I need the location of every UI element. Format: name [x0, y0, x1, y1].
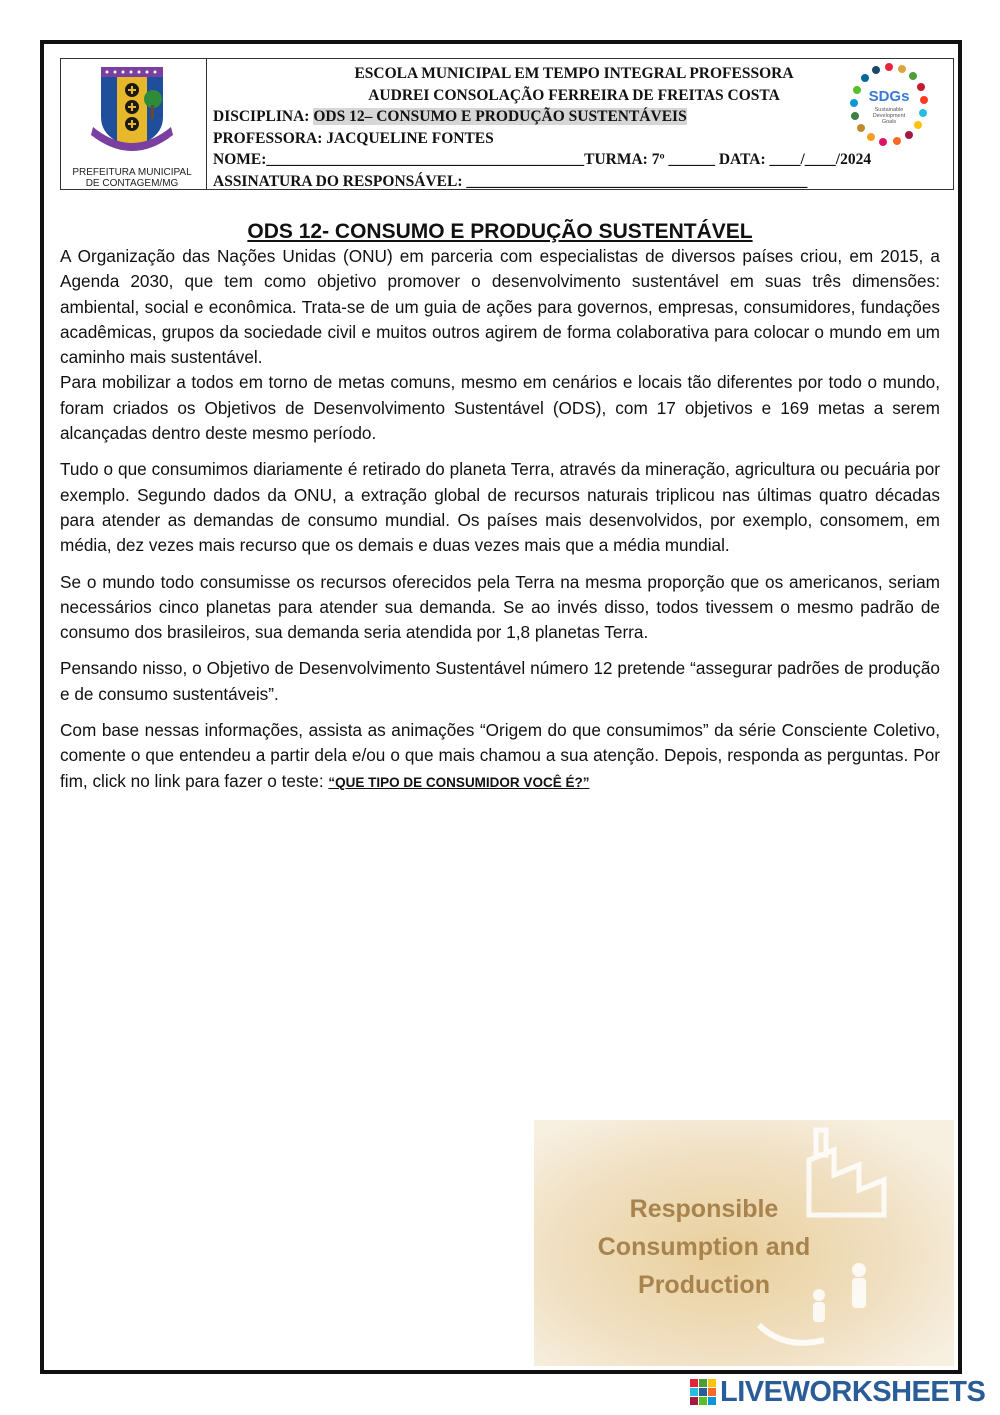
teacher-line: PROFESSORA: JACQUELINE FONTES: [213, 129, 494, 147]
consumer-quiz-link[interactable]: “QUE TIPO DE CONSUMIDOR VOCÊ É?”: [328, 774, 590, 790]
sdgs-logo: [839, 59, 939, 155]
illustration-title: [534, 1190, 874, 1304]
logo-cell: [61, 59, 207, 189]
header-text-block: [213, 63, 943, 192]
body-text: [60, 244, 940, 806]
sdgs-subtitle-1: Sustainable: [874, 107, 904, 113]
liveworksheets-footer-logo: [690, 1375, 985, 1409]
paragraph-ods-goals: Para mobilizar a todos em torno de metas comuns, mesmo em cenários e locais tão diferentes por todo o mundo, foram criados os Objetivos de Desenvolvimento Sustentável (ODS), com 17 objetivos e 169 metas a serem alcançadas dentro deste mesmo período.: [60, 372, 940, 444]
page-title: ODS 12- CONSUMO E PRODUÇÃO SUSTENTÁVEL: [247, 220, 753, 243]
responsible-consumption-illustration: [534, 1120, 954, 1366]
city-emblem-logo: [61, 59, 206, 189]
sdgs-subtitle-3: Goals: [881, 119, 897, 125]
illustration-line1: Responsible: [629, 1195, 779, 1223]
paragraph-planets-comparison: Se o mundo todo consumisse os recursos oferecidos pela Terra na mesma proporção que os americanos, seriam necessários cinco planetas para atender sua demanda. Se ao invés disso, todos tivessem o mesmo padrão de consumo dos brasileiros, sua demanda seria atendida por 1,8 planetas Terra.: [60, 571, 940, 643]
paragraph-agenda-2030: A Organização das Nações Unidas (ONU) em parceria com especialistas de diversos países criou, em 2015, a Agenda 2030, que tem como objetivo promover o desenvolvimento sustentável em suas três dimensões: ambiental, social e econômica. Trata-se de um guia de ações para governos, empresas, consumidores, fundações acadêmicas, grupos da sociedade civil e muitos outros agirem de forma colaborativa para colocar o mundo em um caminho mais sustentável.: [60, 246, 940, 368]
guardian-signature-line: ASSINATURA DO RESPONSÁVEL: ____________________________________________: [213, 172, 808, 190]
school-name-line1: ESCOLA MUNICIPAL EM TEMPO INTEGRAL PROFESSORA: [354, 65, 794, 82]
discipline-value: ODS 12– CONSUMO E PRODUÇÃO SUSTENTÁVEIS: [313, 108, 687, 125]
logo-caption-line2: DE CONTAGEM/MG: [85, 178, 179, 189]
paragraph-resource-extraction: Tudo o que consumimos diariamente é retirado do planeta Terra, através da mineração, agricultura ou pecuária por exemplo. Segundo dados da ONU, a extração global de recursos naturais triplicou nas últimas quatro décadas para atender as demandas de consumo mundial. Os países mais desenvolvidos, por exemplo, consomem, em média, dez vezes mais recurso que os demais e duas vezes mais que a média mundial.: [60, 459, 940, 556]
discipline-line: [213, 106, 943, 128]
school-name-line2: AUDREI CONSOLAÇÃO FERREIRA DE FREITAS COSTA: [368, 86, 780, 104]
logo-caption-line1: PREFEITURA MUNICIPAL: [72, 167, 192, 178]
sdgs-badge-text: SDGs: [868, 88, 910, 105]
illustration-line3: Production: [638, 1271, 770, 1299]
liveworksheets-brand: LIVEWORKSHEETS: [720, 1375, 986, 1408]
sdgs-subtitle-2: Development: [872, 113, 906, 119]
illustration-line2: Consumption and: [597, 1233, 811, 1261]
liveworksheets-icon: [690, 1379, 716, 1405]
instructions-text: Com base nessas informações, assista as animações “Origem do que consumimos” da série Consciente Coletivo, comente o que entendeu a partir dela e/ou o que mais chamou a sua atenção. Depois, responda as perguntas. Por fim, click no link para fazer o teste:: [60, 720, 940, 791]
name-class-date-line: NOME:_________________________________________TURMA: 7º ______ DATA: ____/____/2024: [213, 151, 872, 168]
discipline-label: DISCIPLINA:: [213, 108, 310, 125]
worksheet-header: [60, 58, 954, 190]
paragraph-instructions: [60, 718, 940, 795]
paragraph-ods12-goal: Pensando nisso, o Objetivo de Desenvolvimento Sustentável número 12 pretende “assegurar padrões de produção e de consumo sustentáveis”.: [60, 658, 940, 704]
